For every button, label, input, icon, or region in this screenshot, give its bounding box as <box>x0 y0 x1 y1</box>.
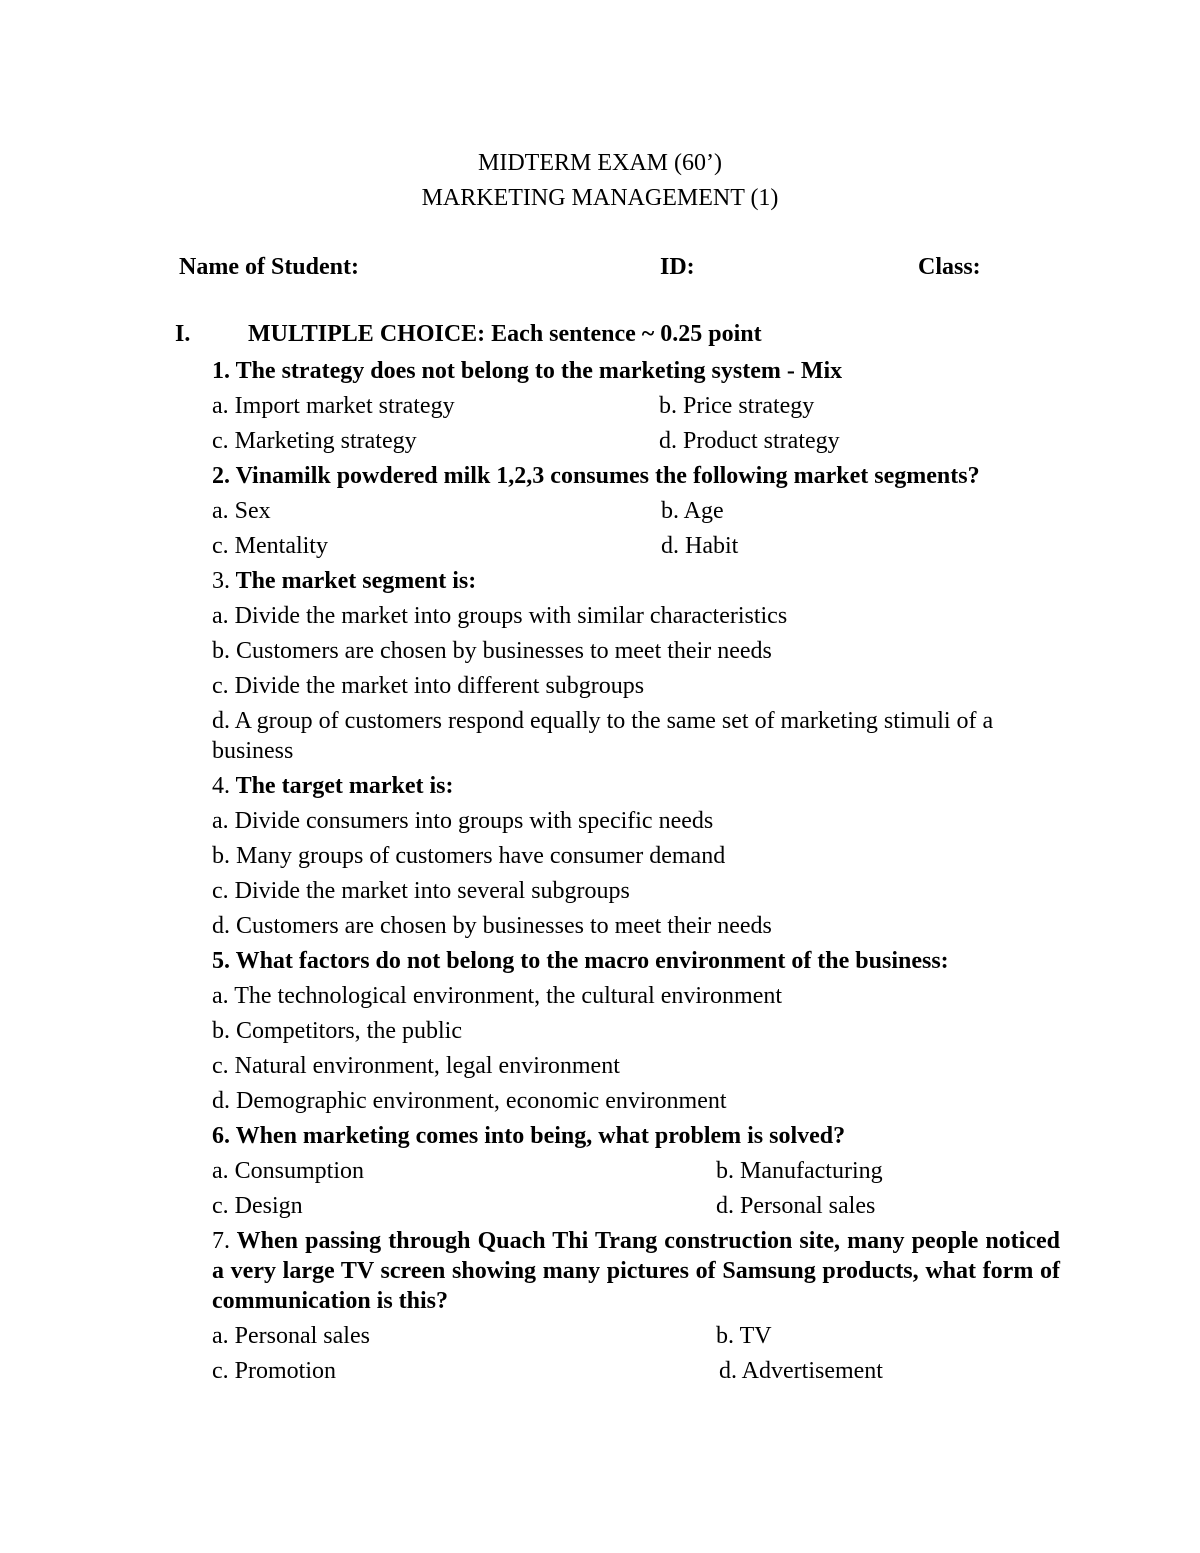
question-number: 7. <box>212 1228 230 1254</box>
option-d: d. Personal sales <box>716 1193 876 1219</box>
question-number: 4. <box>212 773 230 799</box>
option-d: d. Customers are chosen by businesses to meet their needs <box>212 913 772 939</box>
question-text: The market segment is: <box>235 568 477 594</box>
question-1 <box>212 356 1060 391</box>
question-number: 3. <box>212 568 230 594</box>
option-b: b. TV <box>716 1323 772 1349</box>
option-a: a. Divide consumers into groups with specific needs <box>212 808 714 834</box>
option-a: a. Import market strategy <box>212 393 455 419</box>
option-row <box>212 1356 1060 1391</box>
question-number: 2. <box>212 463 230 489</box>
question-text: When marketing comes into being, what problem is solved? <box>235 1123 846 1149</box>
option-b: b. Many groups of customers have consumer demand <box>212 843 726 869</box>
option-b: b. Customers are chosen by businesses to meet their needs <box>212 638 772 664</box>
option-row <box>212 426 1060 461</box>
question-2 <box>212 461 1060 496</box>
option-d: d. Habit <box>661 533 739 559</box>
questions-list <box>212 356 1060 1391</box>
option-a: a. The technological environment, the cultural environment <box>212 983 783 1009</box>
option-row <box>212 1191 1060 1226</box>
question-text: Vinamilk powdered milk 1,2,3 consumes the following market segments? <box>235 463 980 489</box>
option-c: c. Promotion <box>212 1358 336 1384</box>
question-5 <box>212 946 1060 981</box>
section-title: MULTIPLE CHOICE: Each sentence ~ 0.25 point <box>248 321 762 347</box>
option-c: c. Mentality <box>212 533 328 559</box>
option-row <box>212 391 1060 426</box>
option-a: a. Consumption <box>212 1158 365 1184</box>
exam-title: MIDTERM EXAM (60’) <box>478 150 722 176</box>
question-text: What factors do not belong to the macro environment of the business: <box>235 948 949 974</box>
option-row <box>212 496 1060 531</box>
question-text: When passing through Quach Thi Trang construction site, many people noticed a very large TV screen showing many pictures of Samsung products, what form of communication is this? <box>212 1228 1060 1314</box>
student-id-label: ID: <box>660 254 695 280</box>
option-a: a. Sex <box>212 498 271 524</box>
option-b: b. Manufacturing <box>716 1158 883 1184</box>
section-number: I. <box>175 321 191 347</box>
option-c: c. Divide the market into different subgroups <box>212 673 645 699</box>
question-text: The strategy does not belong to the marketing system - Mix <box>235 358 843 384</box>
option-d: d. A group of customers respond equally to the same set of marketing stimuli of a business <box>212 708 994 764</box>
option-a: a. Personal sales <box>212 1323 370 1349</box>
option-row <box>212 1321 1060 1356</box>
option-b: b. Age <box>661 498 724 524</box>
option-d: d. Advertisement <box>719 1358 883 1384</box>
question-number: 5. <box>212 948 230 974</box>
option-c: c. Natural environment, legal environment <box>212 1053 620 1079</box>
option-c: c. Divide the market into several subgroups <box>212 878 630 904</box>
class-label: Class: <box>918 254 981 280</box>
option-row <box>212 531 1060 566</box>
option-c: c. Design <box>212 1193 303 1219</box>
question-text: The target market is: <box>235 773 454 799</box>
option-row <box>212 1156 1060 1191</box>
option-b: b. Competitors, the public <box>212 1018 462 1044</box>
course-title: MARKETING MANAGEMENT (1) <box>421 185 779 211</box>
option-b: b. Price strategy <box>659 393 815 419</box>
option-c: c. Marketing strategy <box>212 428 417 454</box>
option-d: d. Demographic environment, economic environment <box>212 1088 727 1114</box>
question-7 <box>212 1226 1060 1316</box>
question-number: 1. <box>212 358 230 384</box>
question-3 <box>212 566 1060 601</box>
option-d: d. Product strategy <box>659 428 840 454</box>
question-4 <box>212 771 1060 806</box>
question-number: 6. <box>212 1123 230 1149</box>
student-name-label: Name of Student: <box>179 254 359 280</box>
question-6 <box>212 1121 1060 1156</box>
option-a: a. Divide the market into groups with similar characteristics <box>212 603 788 629</box>
